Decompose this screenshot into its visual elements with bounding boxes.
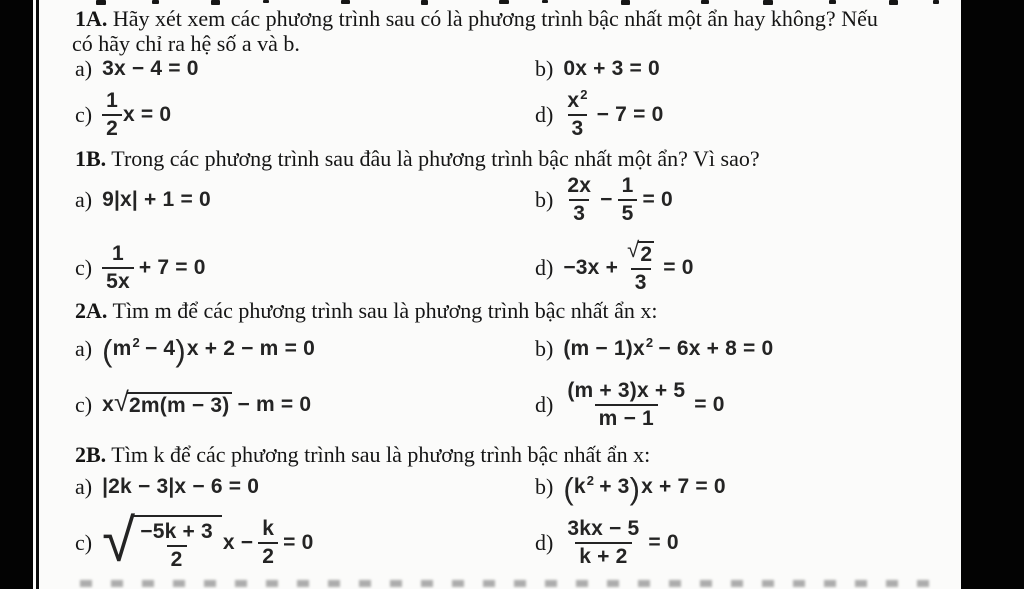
section-2b-number: 2B. bbox=[75, 442, 107, 467]
item-2a-b bbox=[535, 330, 773, 368]
square-root: √ 2 bbox=[627, 237, 653, 267]
equation-1a-b: 0x + 3 = 0 bbox=[563, 57, 660, 80]
item-2b-d bbox=[535, 510, 679, 576]
item-2a-c bbox=[75, 382, 311, 428]
item-label: d) bbox=[535, 392, 554, 417]
item-label: a) bbox=[75, 187, 93, 212]
section-2b-text: Tìm k để các phương trình sau là phương trình bậc nhất ẩn x: bbox=[111, 442, 651, 467]
equation-1b-d: −3x + √ 2 3 = 0 bbox=[563, 237, 694, 294]
equation-1a-d: $\frac{x^2}{3}$ − 7 = 0 bbox=[563, 89, 663, 140]
right-paren: ) bbox=[175, 332, 186, 368]
left-vertical-rule bbox=[36, 0, 39, 589]
fraction: $\frac{1}{2}$ bbox=[102, 89, 122, 140]
row-1a-ab bbox=[0, 55, 961, 83]
item-2b-c bbox=[75, 506, 314, 576]
section-1b-text: Trong các phương trình sau đâu là phương trình bậc nhất một ẩn? Vì sao? bbox=[111, 146, 760, 171]
radical-sign: √ bbox=[627, 237, 640, 263]
row-2a-cd bbox=[0, 379, 961, 430]
equation-2b-b: ( $k^2$ + 3 ) x + 7 = 0 bbox=[563, 470, 726, 506]
section-2a-number: 2A. bbox=[75, 298, 108, 323]
fraction: $\frac{(m + 3)x + 5}{m - 1}$ bbox=[567, 379, 686, 430]
fraction: $\frac{x^2}{3}$ bbox=[567, 87, 588, 140]
fraction: $\frac{2x}{3}$ bbox=[567, 174, 592, 225]
row-1b-cd bbox=[0, 237, 961, 296]
section-1a-title-line2: có hãy chỉ ra hệ số a và b. bbox=[72, 31, 300, 56]
item-label: c) bbox=[75, 255, 93, 280]
item-2a-a bbox=[75, 330, 315, 368]
item-1b-c bbox=[75, 240, 206, 296]
equation-2b-c: √ $\frac{-5k + 3}{2}$ x − $\frac{k}{2}$ = 0 bbox=[102, 506, 314, 574]
item-label: c) bbox=[75, 392, 93, 417]
left-black-bar bbox=[0, 0, 33, 589]
equation-1a-c: $\frac{1}{2}$ x = 0 bbox=[102, 89, 171, 140]
item-label: a) bbox=[75, 474, 93, 499]
row-2b-cd bbox=[0, 506, 961, 576]
right-black-bar bbox=[961, 0, 1024, 589]
equation-2b-a: |2k − 3|x − 6 = 0 bbox=[102, 475, 260, 498]
square-root: √ 2m(m − 3) bbox=[114, 392, 232, 419]
item-2b-b bbox=[535, 470, 726, 506]
cut-off-text-bottom bbox=[80, 580, 945, 587]
item-label: d) bbox=[535, 530, 554, 555]
section-1b-title bbox=[75, 146, 760, 172]
fraction: $\frac{1}{5x}$ bbox=[102, 242, 134, 293]
section-2a-title bbox=[75, 298, 658, 324]
section-1b-number: 1B. bbox=[75, 146, 107, 171]
fraction: $\frac{1}{5}$ bbox=[618, 174, 638, 225]
equation-2a-b: $(m - 1)x^2$ − 6x + 8 = 0 bbox=[563, 335, 774, 360]
item-1b-b bbox=[535, 172, 673, 228]
item-1a-d bbox=[535, 87, 664, 140]
equation-1a-a: 3x − 4 = 0 bbox=[102, 57, 199, 80]
fraction: $\frac{3kx - 5}{k + 2}$ bbox=[567, 517, 640, 568]
equation-1b-c: $\frac{1}{5x}$ + 7 = 0 bbox=[102, 242, 206, 293]
left-paren: ( bbox=[102, 332, 113, 368]
item-label: a) bbox=[75, 336, 93, 361]
item-label: b) bbox=[535, 187, 554, 212]
fraction: $\frac{-5k + 3}{2}$ bbox=[140, 519, 213, 571]
radical-sign: √ bbox=[113, 386, 130, 417]
item-label: c) bbox=[75, 102, 93, 127]
equation-2a-c: x √ 2m(m − 3) − m = 0 bbox=[102, 386, 312, 417]
item-2a-d bbox=[535, 379, 725, 430]
item-label: a) bbox=[75, 56, 93, 81]
section-1a-number: 1A. bbox=[75, 6, 108, 31]
equation-1b-a: 9|x| + 1 = 0 bbox=[102, 188, 211, 211]
left-paren: ( bbox=[563, 470, 574, 506]
equation-2a-d: $\frac{(m + 3)x + 5}{m - 1}$ = 0 bbox=[563, 379, 724, 430]
item-label: d) bbox=[535, 102, 554, 127]
item-label: c) bbox=[75, 530, 93, 555]
row-1b-ab bbox=[0, 172, 961, 228]
right-paren: ) bbox=[629, 470, 641, 506]
fraction: √ 2 3 bbox=[627, 237, 653, 294]
item-2b-a bbox=[75, 472, 259, 502]
item-1a-c bbox=[75, 90, 171, 140]
item-1a-b bbox=[535, 55, 660, 83]
row-2b-ab bbox=[0, 470, 961, 506]
radical-sign: √ bbox=[102, 506, 136, 574]
item-label: d) bbox=[535, 255, 554, 280]
section-2b-title bbox=[75, 442, 650, 468]
equation-2b-d: $\frac{3kx - 5}{k + 2}$ = 0 bbox=[563, 517, 678, 568]
item-1a-a bbox=[75, 55, 199, 83]
equation-1b-b: $\frac{2x}{3}$ − $\frac{1}{5}$ = 0 bbox=[563, 174, 673, 225]
section-1a-text: Hãy xét xem các phương trình sau có là phương trình bậc nhất một ẩn hay không? Nếu bbox=[112, 6, 878, 31]
section-1a-title-line1 bbox=[75, 6, 878, 32]
section-2a-text: Tìm m để các phương trình sau là phương trình bậc nhất ẩn x: bbox=[112, 298, 658, 323]
row-1a-cd bbox=[0, 87, 961, 140]
item-label: b) bbox=[535, 336, 554, 361]
item-1b-a bbox=[75, 172, 211, 228]
row-2a-ab bbox=[0, 330, 961, 368]
item-label: b) bbox=[535, 474, 554, 499]
item-label: b) bbox=[535, 56, 554, 81]
equation-2a-a: ( $m^2$ − 4 ) x + 2 − m = 0 bbox=[102, 332, 315, 368]
fraction: $\frac{k}{2}$ bbox=[258, 517, 278, 568]
item-1b-d bbox=[535, 237, 694, 296]
